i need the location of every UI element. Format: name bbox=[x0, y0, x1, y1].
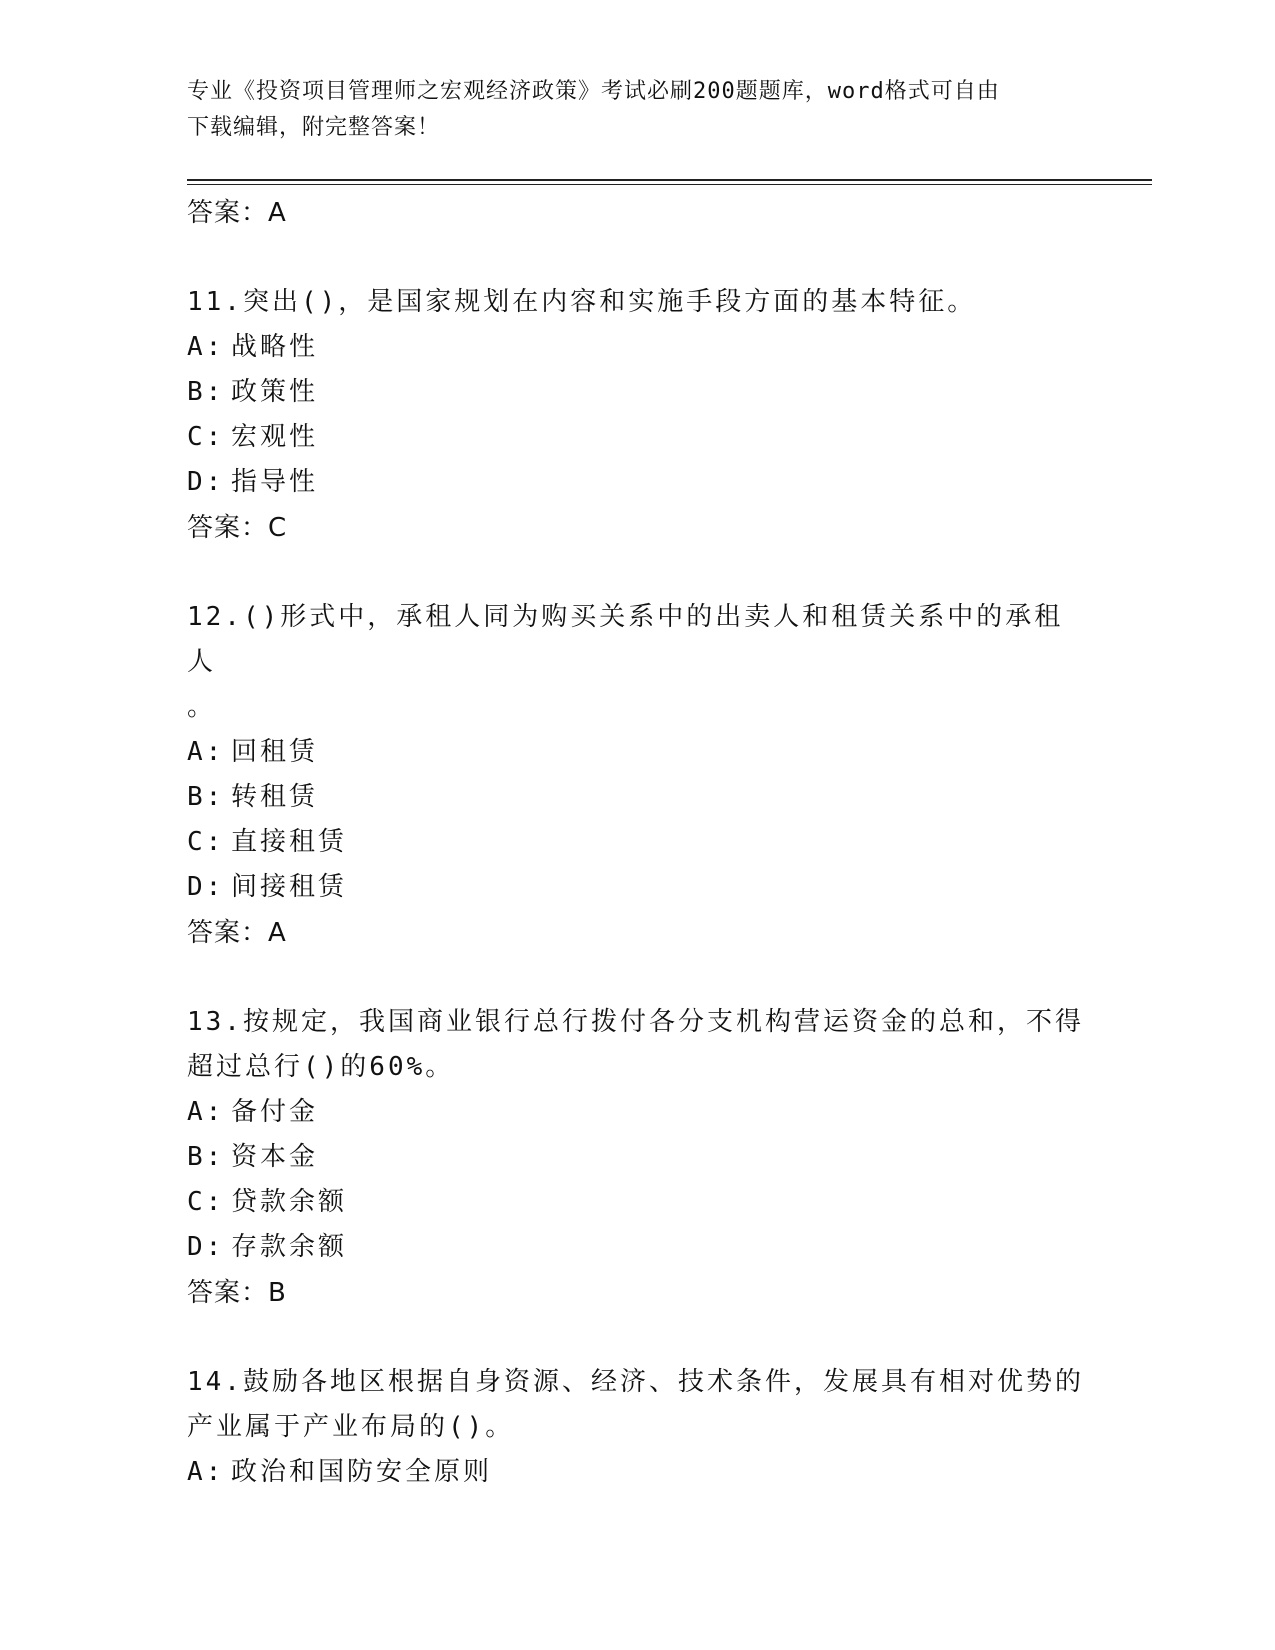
question-text-line-1: 13.按规定，我国商业银行总行拨付各分支机构营运资金的总和，不得 bbox=[187, 1007, 1084, 1037]
option-b bbox=[187, 370, 1087, 415]
option-d bbox=[187, 865, 1087, 910]
question-text-line-2: 。 bbox=[187, 692, 217, 722]
option-c bbox=[187, 820, 1087, 865]
option-key: D: bbox=[187, 467, 225, 497]
option-text: 政策性 bbox=[231, 377, 319, 407]
question-text-line-1: 14.鼓励各地区根据自身资源、经济、技术条件，发展具有相对优势的 bbox=[187, 1367, 1084, 1397]
option-a bbox=[187, 730, 1087, 775]
question-block bbox=[187, 1360, 1087, 1495]
option-key: B: bbox=[187, 1142, 225, 1172]
option-a bbox=[187, 325, 1087, 370]
option-text: 直接租赁 bbox=[231, 827, 348, 857]
option-d bbox=[187, 1225, 1087, 1270]
answer-line: 答案：A bbox=[187, 918, 287, 948]
option-key: A: bbox=[187, 1457, 225, 1487]
question-block bbox=[187, 280, 1087, 551]
option-key: A: bbox=[187, 1097, 225, 1127]
option-key: A: bbox=[187, 332, 225, 362]
option-key: B: bbox=[187, 377, 225, 407]
option-b bbox=[187, 775, 1087, 820]
option-key: A: bbox=[187, 737, 225, 767]
option-a bbox=[187, 1090, 1087, 1135]
question-text-line-2: 超过总行()的60%。 bbox=[187, 1052, 455, 1082]
header-divider-thick bbox=[187, 179, 1152, 181]
option-b bbox=[187, 1135, 1087, 1180]
answer-line: 答案：A bbox=[187, 198, 287, 228]
option-key: C: bbox=[187, 1187, 225, 1217]
option-text: 战略性 bbox=[231, 332, 319, 362]
option-a bbox=[187, 1450, 1087, 1495]
document-header bbox=[187, 74, 1087, 146]
question-block bbox=[187, 1000, 1087, 1316]
option-text: 转租赁 bbox=[231, 782, 319, 812]
header-line-1: 专业《投资项目管理师之宏观经济政策》考试必刷200题题库，word格式可自由 bbox=[187, 79, 1000, 104]
option-text: 存款余额 bbox=[231, 1232, 348, 1262]
option-key: C: bbox=[187, 827, 225, 857]
option-key: D: bbox=[187, 872, 225, 902]
option-c bbox=[187, 415, 1087, 460]
question-list bbox=[187, 190, 1087, 1495]
option-key: C: bbox=[187, 422, 225, 452]
option-text: 贷款余额 bbox=[231, 1187, 348, 1217]
answer-line: 答案：B bbox=[187, 1278, 287, 1308]
option-d bbox=[187, 460, 1087, 505]
option-text: 回租赁 bbox=[231, 737, 319, 767]
question-text-line-1: 12.()形式中，承租人同为购买关系中的出卖人和租赁关系中的承租人 bbox=[187, 602, 1064, 677]
option-text: 备付金 bbox=[231, 1097, 319, 1127]
answer-line: 答案：C bbox=[187, 513, 288, 543]
option-text: 间接租赁 bbox=[231, 872, 348, 902]
question-text-line-2: 产业属于产业布局的()。 bbox=[187, 1412, 515, 1442]
header-line-2: 下载编辑，附完整答案！ bbox=[187, 115, 441, 140]
option-text: 资本金 bbox=[231, 1142, 319, 1172]
option-c bbox=[187, 1180, 1087, 1225]
header-divider-thin bbox=[187, 184, 1152, 185]
option-text: 宏观性 bbox=[231, 422, 319, 452]
option-text: 指导性 bbox=[231, 467, 319, 497]
option-text: 政治和国防安全原则 bbox=[231, 1457, 493, 1487]
option-key: D: bbox=[187, 1232, 225, 1262]
question-block bbox=[187, 595, 1087, 956]
option-key: B: bbox=[187, 782, 225, 812]
question-text-line-1: 11.突出()，是国家规划在内容和实施手段方面的基本特征。 bbox=[187, 287, 977, 317]
